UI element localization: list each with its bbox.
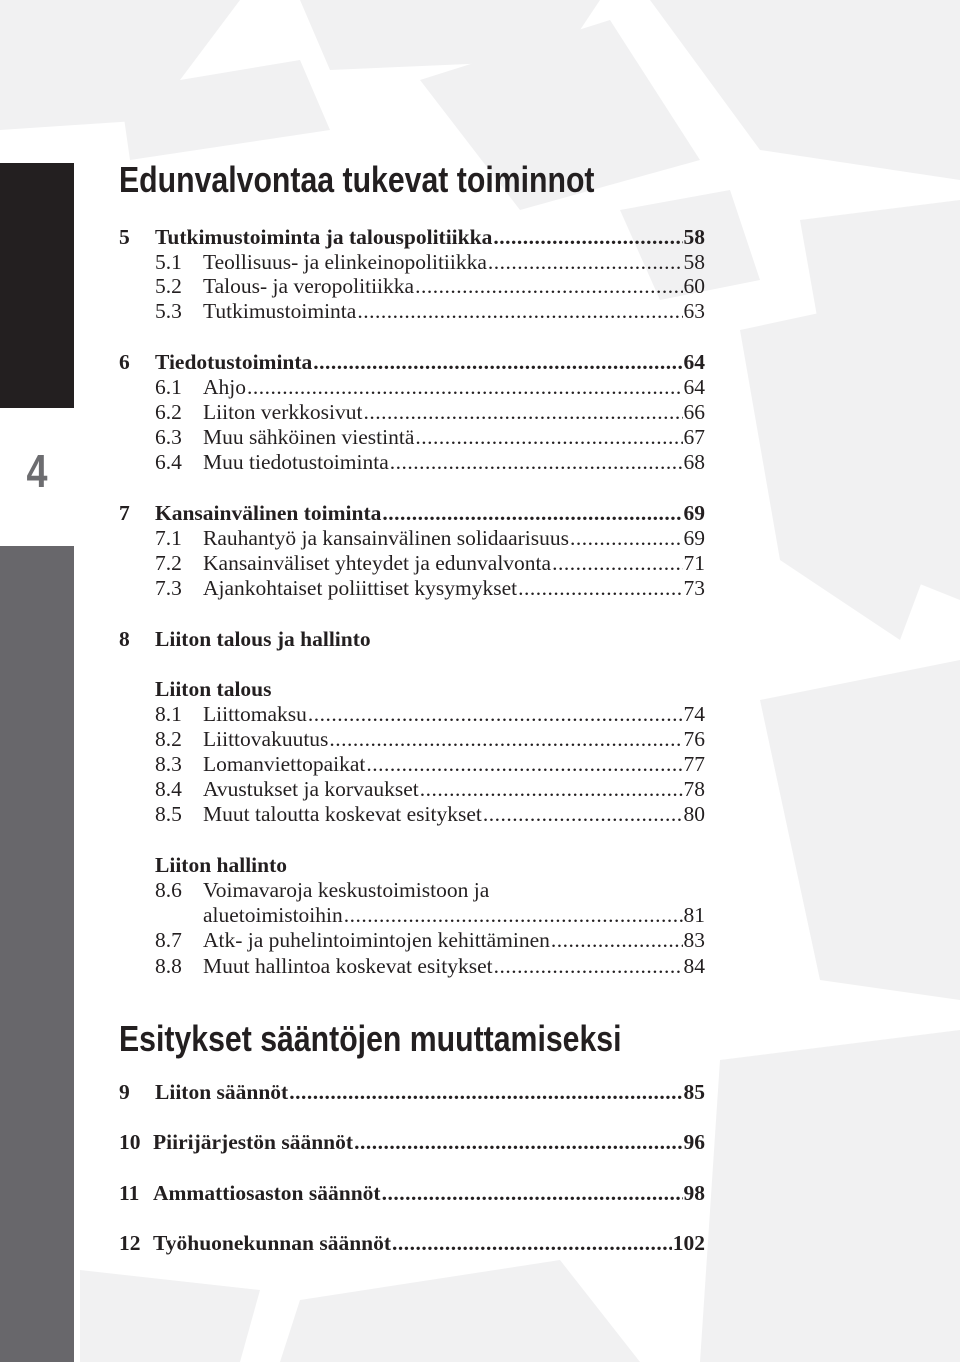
- toc-page: 67: [683, 425, 705, 449]
- toc-page: 78: [683, 777, 705, 801]
- toc-number: 11: [119, 1181, 140, 1205]
- toc-group-liiton-hallinto: Liiton hallinto: [155, 853, 288, 877]
- toc-page: 66: [683, 400, 705, 424]
- toc-title: Talous- ja veropolitiikka: [203, 274, 415, 298]
- toc-page: 80: [683, 802, 705, 826]
- toc-title: Kansainvälinen toiminta: [155, 501, 382, 525]
- toc-number: 7: [119, 501, 130, 525]
- toc-page: 73: [683, 576, 705, 600]
- toc-number: 5.2: [155, 274, 182, 298]
- toc-title: Työhuonekunnan säännöt: [153, 1231, 392, 1255]
- toc-page: 58: [683, 250, 705, 274]
- toc-page: 96: [683, 1130, 705, 1154]
- toc-number: 9: [119, 1080, 130, 1104]
- toc-title: Muut taloutta koskevat esitykset: [203, 802, 482, 826]
- toc-page: 64: [683, 375, 705, 399]
- toc-title: Tiedotustoiminta: [155, 350, 313, 374]
- toc-title: Teollisuus- ja elinkeinopolitiikka: [203, 250, 487, 274]
- toc-page: 84: [683, 954, 705, 978]
- toc-title: Piirijärjestön säännöt: [153, 1130, 354, 1154]
- toc-title: Tutkimustoiminta ja talouspolitiikka: [155, 225, 493, 249]
- toc-leader: [382, 1180, 683, 1206]
- toc-number: 6.4: [155, 450, 182, 474]
- toc-number: 8.3: [155, 752, 182, 776]
- toc-title: Ahjo: [203, 375, 246, 399]
- toc-page: 74: [683, 702, 705, 726]
- toc-leader: [289, 1079, 682, 1105]
- toc-leader: [392, 1230, 672, 1256]
- toc-page: 64: [683, 350, 705, 374]
- toc-number: 8.5: [155, 802, 182, 826]
- toc-title: Liiton säännöt: [155, 1080, 289, 1104]
- toc-page: 69: [683, 501, 705, 525]
- side-tab-number: 4: [26, 445, 48, 497]
- toc-number: 6.3: [155, 425, 182, 449]
- toc-title: Kansainväliset yhteydet ja edunvalvonta: [203, 551, 552, 575]
- toc-page: 76: [683, 727, 705, 751]
- toc-number: 5.1: [155, 250, 182, 274]
- toc-title: aluetoimistoihin: [203, 903, 343, 927]
- toc-number: 8.6: [155, 878, 182, 902]
- toc-entry-chapter-9[interactable]: [119, 1079, 705, 1105]
- section-heading-1: Edunvalvontaa tukevat toiminnot: [119, 159, 595, 200]
- section-heading-2: Esitykset sääntöjen muuttamiseksi: [119, 1018, 622, 1059]
- toc-page: 81: [683, 903, 705, 927]
- toc-title: Muut hallintoa koskevat esitykset: [203, 954, 493, 978]
- toc-number: 10: [119, 1130, 141, 1154]
- toc-page: 68: [683, 450, 705, 474]
- toc-number: 7.1: [155, 526, 182, 550]
- toc-title: Muu sähköinen viestintä: [203, 425, 415, 449]
- toc-title: Avustukset ja korvaukset: [203, 777, 419, 801]
- toc-page: 69: [683, 526, 705, 550]
- toc-number: 8.8: [155, 954, 182, 978]
- toc-number: 6.1: [155, 375, 182, 399]
- toc-title: Rauhantyö ja kansainvälinen solidaarisuus: [203, 526, 570, 550]
- toc-number: 6.2: [155, 400, 182, 424]
- toc-title: Ammattiosaston säännöt: [153, 1181, 381, 1205]
- toc-page: 58: [683, 225, 705, 249]
- toc-title: Muu tiedotustoiminta: [203, 450, 389, 474]
- toc-title: Liiton verkkosivut: [203, 400, 363, 424]
- toc-title: Lomanviettopaikat: [203, 752, 366, 776]
- toc-title: Liittomaksu: [203, 702, 307, 726]
- toc-page: 83: [683, 928, 705, 952]
- toc-page: 85: [683, 1080, 705, 1104]
- toc-number: 12: [119, 1231, 141, 1255]
- toc-title: Liiton talous ja hallinto: [155, 627, 371, 651]
- toc-page: 60: [683, 274, 705, 298]
- toc-group-liiton-talous: Liiton talous: [155, 677, 272, 701]
- toc-page: 71: [683, 551, 705, 575]
- toc-number: 7.3: [155, 576, 182, 600]
- toc-title: Liittovakuutus: [203, 727, 329, 751]
- toc-page: 63: [683, 299, 705, 323]
- toc-number: 8.7: [155, 928, 182, 952]
- toc-title: Ajankohtaiset poliittiset kysymykset: [203, 576, 518, 600]
- toc-entry-chapter-12[interactable]: [119, 1230, 705, 1256]
- toc-title: Tutkimustoiminta: [203, 299, 357, 323]
- toc-number: 7.2: [155, 551, 182, 575]
- toc-number: 8.2: [155, 727, 182, 751]
- toc-entry-chapter-11[interactable]: [119, 1180, 705, 1206]
- toc-number: 5: [119, 225, 130, 249]
- toc-number: 6: [119, 350, 130, 374]
- toc-page: 98: [683, 1181, 705, 1205]
- toc-title: Atk- ja puhelintoimintojen kehittäminen: [203, 928, 550, 952]
- toc-number: 8.4: [155, 777, 182, 801]
- toc-page: 77: [683, 752, 705, 776]
- toc-leader: [354, 1129, 682, 1155]
- toc-number: 5.3: [155, 299, 182, 323]
- toc-title: Voimavaroja keskustoimistoon ja: [203, 878, 490, 902]
- toc-entry-chapter-10[interactable]: [119, 1129, 705, 1155]
- toc-page: 102: [672, 1231, 705, 1255]
- toc-number: 8: [119, 627, 130, 651]
- toc-number: 8.1: [155, 702, 182, 726]
